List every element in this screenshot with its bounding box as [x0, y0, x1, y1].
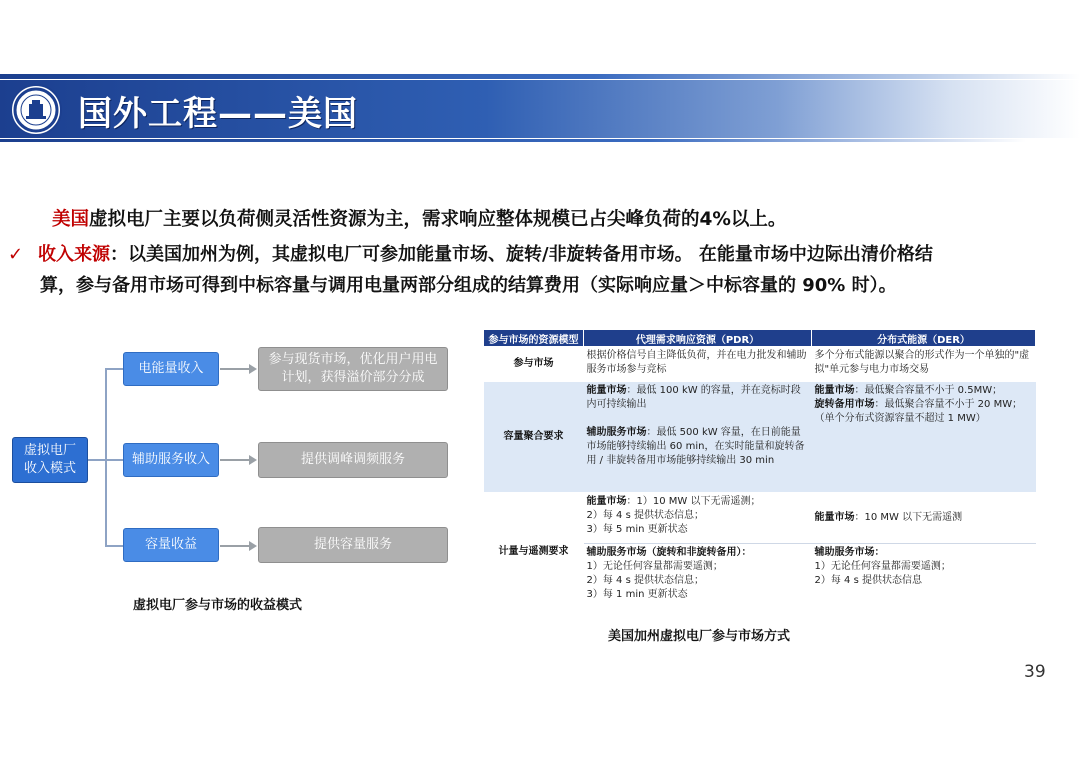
revenue-capacity: 容量收益 [123, 528, 219, 562]
header-bottom-rule [0, 139, 1080, 142]
arrow-right-icon [249, 541, 257, 551]
revenue-ancillary: 辅助服务收入 [123, 443, 219, 477]
revenue-source-line [8, 240, 933, 266]
desc-energy: 参与现货市场，优化用户用电计划，获得溢价部分分成 [258, 347, 448, 391]
desc-ancillary: 提供调峰调频服务 [258, 442, 448, 478]
revenue-source-label: 收入来源 [38, 244, 110, 265]
pdr-meter-energy-label: 能量市场 [586, 496, 627, 507]
connector-branch-1 [105, 368, 123, 370]
table-row [484, 382, 1036, 493]
der-meter-anc-label: 辅助服务市场： [814, 547, 885, 558]
university-logo [10, 84, 62, 136]
desc-capacity: 提供容量服务 [258, 527, 448, 563]
revenue-source-text-1: ：以美国加州为例，其虚拟电厂可参加能量市场、旋转/非旋转备用市场。 在能量市场中边际出清价格结 [110, 244, 933, 265]
arrow-shaft-3 [220, 545, 250, 547]
pdr-meter-anc-item: 3）每 1 min 更新状态 [586, 589, 688, 600]
pdr-meter-energy-item: 3）每 5 min 更新状态 [586, 524, 688, 535]
arrow-right-icon [249, 364, 257, 374]
intro-rest: 虚拟电厂主要以负荷侧灵活性资源为主，需求响应整体规模已占尖峰负荷的4%以上。 [89, 209, 787, 230]
pdr-meter-energy-item: ：1）10 MW 以下无需遥测； [626, 496, 761, 507]
der-cap-spin-text: ：最低聚合容量不小于 20 MW； [874, 399, 1023, 410]
der-meter-anc-item: 1）无论任何容量都需要遥测； [814, 561, 951, 572]
row-head-metering: 计量与遥测要求 [484, 493, 584, 611]
table-row [484, 493, 1036, 544]
checkmark-icon: ✓ [8, 244, 24, 265]
arrow-right-icon [249, 455, 257, 465]
der-cap-energy-label: 能量市场 [814, 385, 855, 396]
header-top-rule [0, 74, 1080, 79]
pdr-meter-anc-item: 1）无论任何容量都需要遥测； [586, 561, 723, 572]
page-number: 39 [1024, 662, 1046, 682]
der-metering-energy [812, 493, 1036, 544]
row-head-capacity: 容量聚合要求 [484, 382, 584, 493]
table-caption: 美国加州虚拟电厂参与市场方式 [608, 629, 791, 644]
der-meter-energy-label: 能量市场 [814, 512, 855, 523]
der-cap-note: （单个分布式资源容量不超过 1 MW） [814, 413, 986, 424]
connector-branch-3 [105, 545, 123, 547]
connector-root [88, 459, 106, 461]
der-metering-anc [812, 544, 1036, 611]
connector-branch-2 [105, 459, 123, 461]
der-cap-spin-label: 旋转备用市场 [814, 399, 875, 410]
diagram-caption: 虚拟电厂参与市场的收益模式 [133, 598, 303, 613]
pdr-meter-anc-label: 辅助服务市场（旋转和非旋转备用）： [586, 547, 752, 558]
table-header: 分布式能源（DER） [812, 330, 1036, 347]
der-meter-anc-item: 2）每 4 s 提供状态信息 [814, 575, 922, 586]
der-meter-energy-text: ：10 MW 以下无需遥测 [854, 512, 963, 523]
row-head-participation: 参与市场 [484, 347, 584, 382]
pdr-cap-energy-label: 能量市场 [586, 385, 627, 396]
der-cap-energy-text: ：最低聚合容量不小于 0.5MW； [854, 385, 1003, 396]
pdr-meter-energy-item: 2）每 4 s 提供状态信息； [586, 510, 704, 521]
table-header-row [484, 330, 1036, 347]
pdr-meter-anc-item: 2）每 4 s 提供状态信息； [586, 575, 704, 586]
table-row [484, 347, 1036, 382]
pdr-capacity [584, 382, 812, 493]
der-capacity [812, 382, 1036, 493]
der-participation: 多个分布式能源以聚合的形式作为一个单独的"虚拟"单元参与电力市场交易 [812, 347, 1036, 382]
intro-highlight: 美国 [52, 209, 90, 230]
arrow-shaft-2 [220, 459, 250, 461]
pdr-metering-anc [584, 544, 812, 611]
pdr-cap-anc-text: ：最低 500 kW 容量，在日前能量市场能够持续输出 60 min，在实时能量和旋转备用 / 非旋转备用市场能够持续输出 30 min [586, 427, 805, 466]
table-header: 参与市场的资源模型 [484, 330, 584, 347]
connector-trunk [105, 368, 107, 546]
revenue-energy: 电能量收入 [123, 352, 219, 386]
table-header: 代理需求响应资源（PDR） [584, 330, 812, 347]
intro-statement [52, 205, 786, 231]
revenue-source-text-2: 算，参与备用市场可得到中标容量与调用电量两部分组成的结算费用（实际响应量＞中标容量的 90% 时）。 [40, 275, 897, 296]
page-title: 国外工程——美国 [78, 94, 358, 134]
pdr-cap-energy-text: ：最低 100 kW 的容量，并在竞标时段内可持续输出 [586, 385, 801, 410]
market-table [483, 329, 1036, 611]
arrow-shaft-1 [220, 368, 250, 370]
pdr-metering-energy [584, 493, 812, 544]
pdr-cap-anc-label: 辅助服务市场 [586, 427, 647, 438]
diagram-root: 虚拟电厂收入模式 [12, 437, 88, 483]
pdr-participation: 根据价格信号自主降低负荷，并在电力批发和辅助服务市场参与竞标 [584, 347, 812, 382]
